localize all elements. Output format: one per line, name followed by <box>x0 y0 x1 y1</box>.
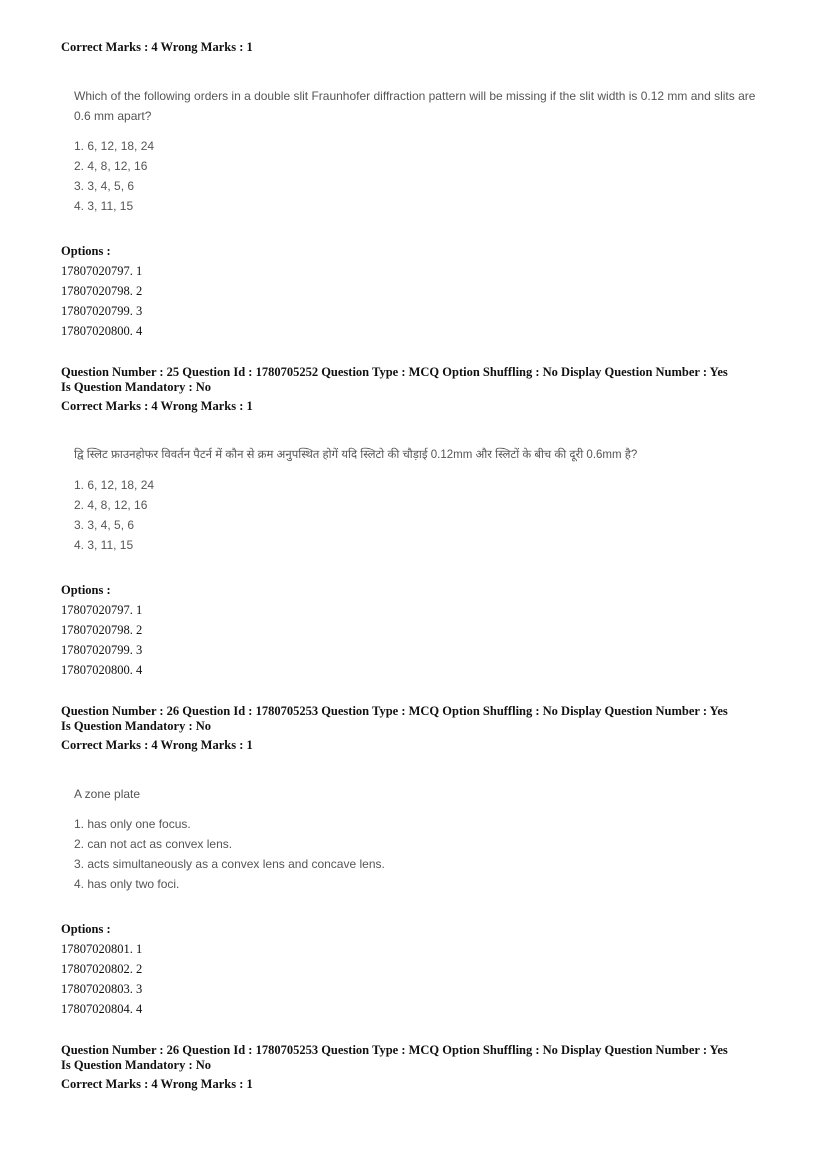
option-id: 17807020798. 2 <box>61 623 143 637</box>
answer-choices <box>74 814 634 894</box>
option-id: 17807020800. 4 <box>61 663 143 677</box>
marks-line: Correct Marks : 4 Wrong Marks : 1 <box>61 399 253 413</box>
question-text: A zone plate <box>74 787 141 801</box>
question-block <box>74 86 774 216</box>
options-list <box>61 580 142 680</box>
choice-item: 1. 6, 12, 18, 24 <box>74 139 155 153</box>
choice-item: 4. has only two foci. <box>74 877 180 891</box>
question-mandatory: Is Question Mandatory : No <box>61 719 212 733</box>
marks-line: Correct Marks : 4 Wrong Marks : 1 <box>61 40 253 54</box>
options-list <box>61 919 142 1019</box>
choice-item: 3. 3, 4, 5, 6 <box>74 179 135 193</box>
question-header-line: Question Number : 26 Question Id : 1780705253 Question Type : MCQ Option Shuffling : No Display Question Number : Yes <box>61 704 728 718</box>
choice-item: 3. 3, 4, 5, 6 <box>74 518 135 532</box>
options-list <box>61 241 142 341</box>
choice-item: 2. 4, 8, 12, 16 <box>74 498 148 512</box>
question-header <box>61 1043 776 1092</box>
choice-item: 4. 3, 11, 15 <box>74 199 134 213</box>
choice-item: 1. 6, 12, 18, 24 <box>74 478 155 492</box>
question-header-line: Question Number : 26 Question Id : 1780705253 Question Type : MCQ Option Shuffling : No Display Question Number : Yes <box>61 1043 728 1057</box>
marks-line: Correct Marks : 4 Wrong Marks : 1 <box>61 738 253 752</box>
question-mandatory: Is Question Mandatory : No <box>61 380 212 394</box>
option-id: 17807020799. 3 <box>61 304 143 318</box>
choice-item: 2. can not act as convex lens. <box>74 837 233 851</box>
choice-item: 4. 3, 11, 15 <box>74 538 134 552</box>
marks-line: Correct Marks : 4 Wrong Marks : 1 <box>61 1077 253 1091</box>
option-id: 17807020798. 2 <box>61 284 143 298</box>
options-title: Options : <box>61 922 111 936</box>
option-id: 17807020797. 1 <box>61 264 143 278</box>
question-block <box>74 784 634 894</box>
question-header <box>61 704 776 753</box>
option-id: 17807020803. 3 <box>61 982 143 996</box>
option-id: 17807020801. 1 <box>61 942 143 956</box>
option-id: 17807020797. 1 <box>61 603 143 617</box>
question-text: द्वि स्लिट फ्राउनहोफर विवर्तन पैटर्न में कौन से क्रम अनुपस्थित होगें यदि स्लिटो की चौड़ाई 0.12mm और स्लिटों के बीच की दूरी 0.6mm है? <box>74 449 638 461</box>
option-id: 17807020799. 3 <box>61 643 143 657</box>
question-text: Which of the following orders in a double slit Fraunhofer diffraction pattern will be missing if the slit width is 0.12 mm and slits are 0.6 mm apart? <box>74 89 756 123</box>
answer-choices <box>74 475 794 555</box>
option-id: 17807020800. 4 <box>61 324 143 338</box>
question-header-line: Question Number : 25 Question Id : 1780705252 Question Type : MCQ Option Shuffling : No Display Question Number : Yes <box>61 365 728 379</box>
options-title: Options : <box>61 583 111 597</box>
choice-item: 2. 4, 8, 12, 16 <box>74 159 148 173</box>
option-id: 17807020802. 2 <box>61 962 143 976</box>
answer-choices <box>74 136 774 216</box>
question-block <box>74 445 794 555</box>
question-mandatory: Is Question Mandatory : No <box>61 1058 212 1072</box>
choice-item: 1. has only one focus. <box>74 817 191 831</box>
choice-item: 3. acts simultaneously as a convex lens and concave lens. <box>74 857 385 871</box>
question-header <box>61 365 776 414</box>
options-title: Options : <box>61 244 111 258</box>
option-id: 17807020804. 4 <box>61 1002 143 1016</box>
